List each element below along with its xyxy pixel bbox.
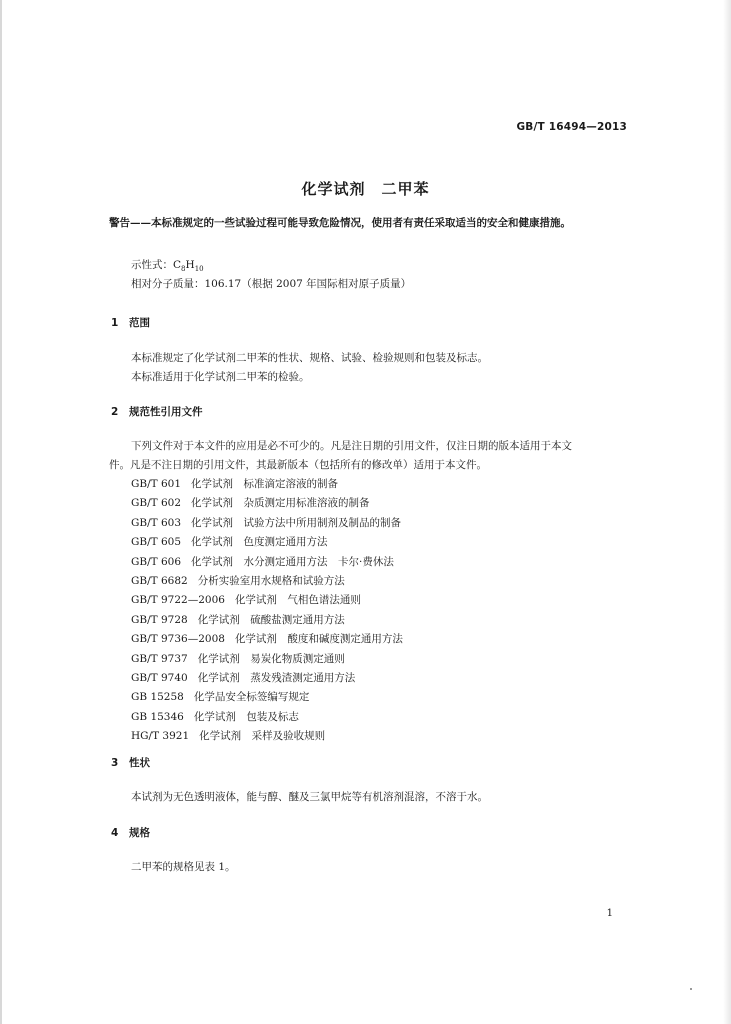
section-number: 3 [111,757,119,769]
reference-code: GB/T 6682 [131,575,188,588]
reference-code: GB/T 9736—2008 [131,633,225,646]
reference-item [131,533,403,552]
formula-c: C [173,259,182,271]
section-number: 4 [111,827,119,839]
section-title: 规范性引用文件 [129,406,203,418]
reference-title: 化学试剂 硫酸盐测定通用方法 [197,613,345,626]
reference-item [131,475,403,494]
section-1-line-1: 本标准规定了化学试剂二甲苯的性状、规格、试验、检验规则和包装及标志。 [131,352,488,364]
reference-item [131,650,403,669]
reference-item [131,553,403,572]
reference-code: HG/T 3921 [131,730,190,743]
formula-c-sub: 8 [181,265,186,274]
title-part-1: 化学试剂 [301,180,366,198]
reference-item [131,630,403,649]
formula-h: H [185,259,195,271]
scan-speck [690,988,692,990]
reference-code: GB/T 605 [131,536,182,549]
section-title: 规格 [129,827,150,839]
reference-code: GB/T 9728 [131,613,188,626]
reference-item [131,494,403,513]
reference-title: 化学试剂 包装及标志 [193,710,299,723]
reference-title: 化学试剂 易炭化物质测定通则 [197,652,345,665]
reference-title: 化学试剂 色度测定通用方法 [191,536,328,549]
reference-code: GB/T 603 [131,516,182,529]
reference-title: 化学试剂 标准滴定溶液的制备 [191,478,339,490]
section-1-heading [111,315,150,330]
section-number: 1 [111,317,119,329]
reference-item [131,514,403,533]
section-title: 性状 [129,757,150,769]
section-2-heading [111,404,203,419]
reference-title: 化学试剂 酸度和碱度测定通用方法 [234,633,403,646]
reference-item [131,708,403,727]
reference-code: GB/T 9722—2006 [131,594,225,607]
molecular-mass-line: 相对分子质量：106.17（根据 2007 年国际相对原子质量） [131,278,412,290]
reference-code: GB 15258 [131,691,184,704]
reference-item [131,591,403,610]
section-3-line: 本试剂为无色透明液体，能与醇、醚及三氯甲烷等有机溶剂混溶，不溶于水。 [131,791,488,803]
reference-title: 化学试剂 试验方法中所用制剂及制品的制备 [191,516,402,529]
reference-title: 分析实验室用水规格和试验方法 [197,575,345,588]
reference-title: 化学试剂 杂质测定用标准溶液的制备 [191,497,370,510]
reference-item [131,669,403,688]
page-edge [0,0,2,1024]
formula-h-sub: 10 [194,265,204,274]
reference-item [131,611,403,630]
reference-item [131,727,403,746]
formula-label: 示性式： [131,259,173,271]
section-3-heading [111,755,150,770]
warning-text: 警告——本标准规定的一些试验过程可能导致危险情况，使用者有责任采取适当的安全和健康措施。 [109,217,571,229]
reference-item [131,688,403,707]
reference-code: GB 15346 [131,710,184,723]
reference-title: 化学试剂 水分测定通用方法 卡尔·费休法 [191,555,394,568]
section-2-intro-line-1: 下列文件对于本文件的应用是必不可少的。凡是注日期的引用文件，仅注日期的版本适用于本文 [131,440,572,452]
reference-code: GB/T 9737 [131,652,188,665]
section-title: 范围 [129,317,150,329]
title-part-2: 二甲苯 [381,180,430,198]
reference-title: 化学试剂 蒸发残渣测定通用方法 [197,672,356,685]
reference-code: GB/T 602 [131,497,182,510]
section-1-line-2: 本标准适用于化学试剂二甲苯的检验。 [131,371,310,383]
section-number: 2 [111,406,119,418]
reference-code: GB/T 601 [131,478,182,490]
document-code: GB/T 16494—2013 [516,121,627,133]
reference-title: 化学试剂 气相色谱法通则 [234,594,361,607]
reference-title: 化学品安全标签编写规定 [193,691,310,704]
reference-item [131,572,403,591]
reference-code: GB/T 606 [131,555,182,568]
section-2-intro-line-2: 件。凡是不注日期的引用文件，其最新版本（包括所有的修改单）适用于本文件。 [109,459,487,471]
reference-code: GB/T 9740 [131,672,188,685]
document-title [0,178,731,199]
reference-title: 化学试剂 采样及验收规则 [199,730,326,743]
page-edge-shadow [723,0,731,1024]
page-number: 1 [606,908,613,919]
reference-list [131,475,403,747]
section-4-heading [111,825,150,840]
section-4-line: 二甲苯的规格见表 1。 [131,861,236,873]
